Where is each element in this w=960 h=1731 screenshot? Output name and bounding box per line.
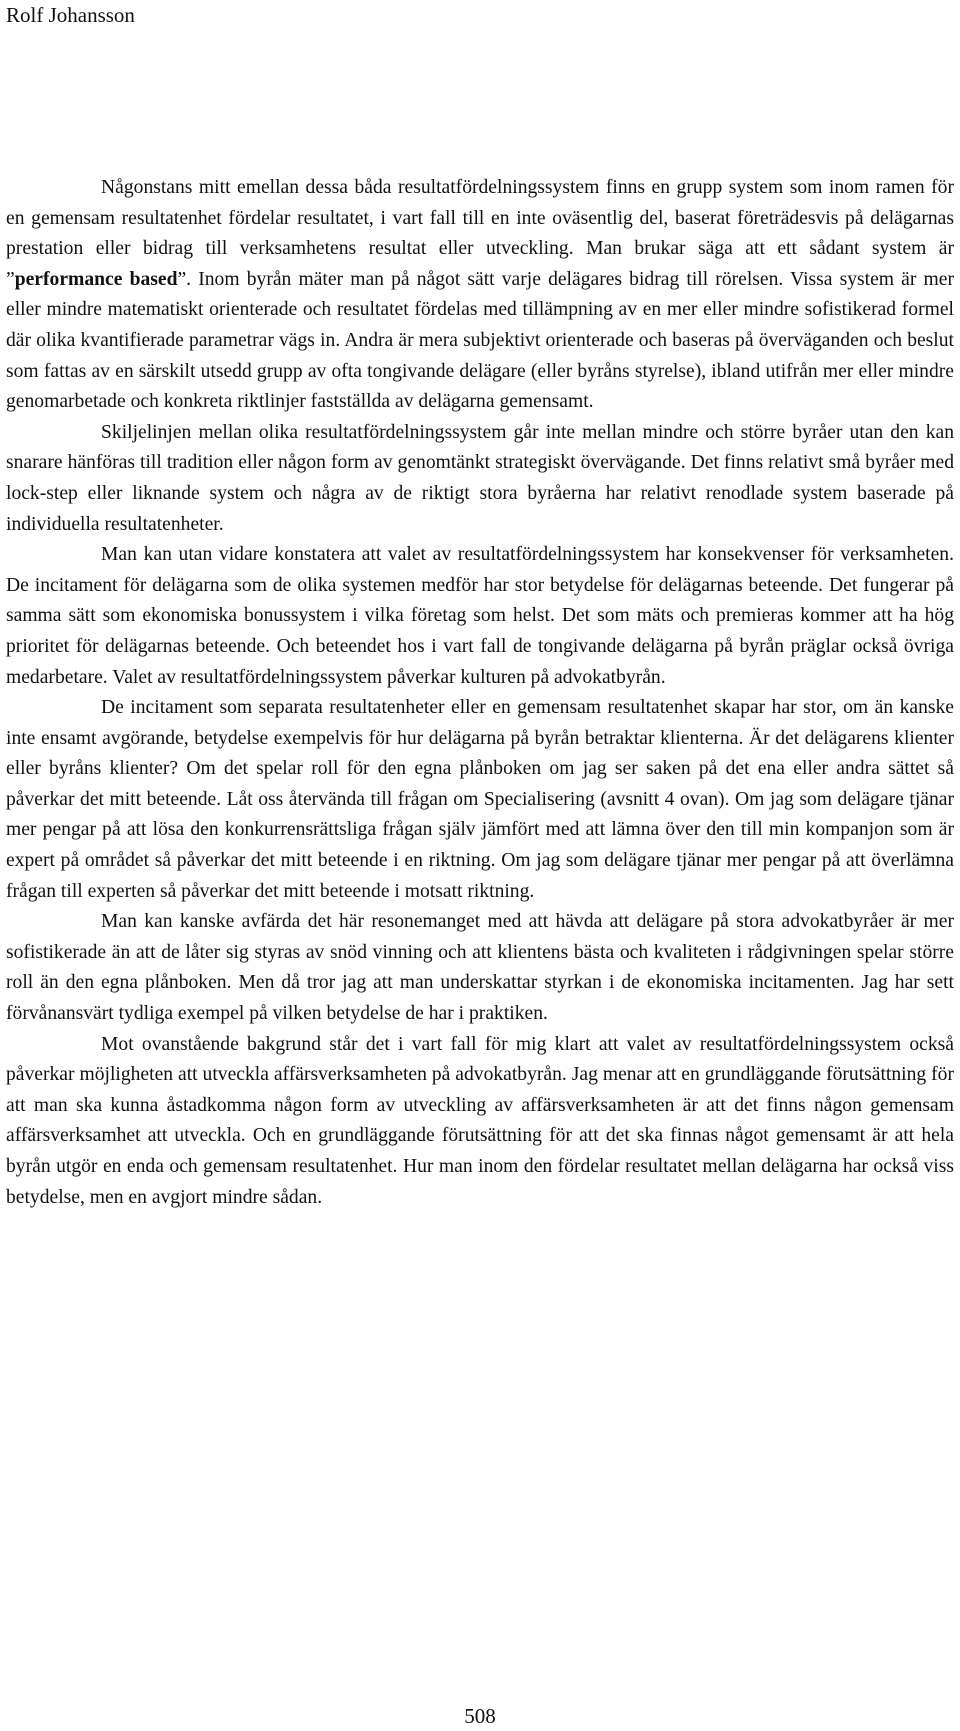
paragraph-3: Man kan utan vidare konstatera att valet av resultatfördelningssystem har konsekvenser för verksamheten. De incitament för delägarna som de olika systemen medför har stor betydelse för delägarnas beteende. Det fungerar på samma sätt som ekonomiska bonussystem i vilka företag som helst. Det som mäts och premieras kommer att ha hög prioritet för delägarnas beteende. Och beteendet hos i vart fall de tongivande delägarna på byrån präglar också övriga medarbetare. Valet av resultatfördelningssystem påverkar kulturen på advokatbyrån. [6, 544, 954, 688]
paragraph-1 [6, 173, 954, 418]
document-body [6, 173, 954, 1213]
page-number: 508 [464, 1704, 496, 1728]
paragraph-2: Skiljelinjen mellan olika resultatfördelningssystem går inte mellan mindre och större byråer utan den kan snarare hänföras till tradition eller någon form av genomtänkt strategiskt övervägande. Det finns relativt små byråer med lock-step eller liknande system och några av de riktigt stora byråerna har relativt renodlade system baserade på individuella resultatenheter. [6, 421, 954, 535]
paragraph-5: Man kan kanske avfärda det här resonemanget med att hävda att delägare på stora advokatbyråer är mer sofistikerade än att de låter sig styras av snöd vinning och att klientens bästa och kvaliteten i rådgivningen spelar större roll än den egna plånboken. Men då tror jag att man underskattar styrkan i de ekonomiska incitamenten. Jag har sett förvånansvärt tydliga exempel på vilken betydelse de har i praktiken. [6, 911, 954, 1025]
paragraph-1-text-start: Någonstans mitt emellan dessa båda resultatfördelningssystem finns en grupp system som inom ramen för en gemensam resultatenhet fördelar resultatet, i vart fall till en inte oväsentlig del, baserat företrädesvis på delägarnas prestation eller bidrag till verksamhetens resultat eller utveckling. Man brukar säga att ett sådant system är ” [6, 177, 954, 290]
paragraph-1-text-end: ”. Inom byrån mäter man på något sätt varje delägares bidrag till rörelsen. Vissa system är mer eller mindre matematiskt orienterade och resultatet fördelas med tillämpning av en mer eller mindre sofistikerad formel där olika kvantifierade parametrar vägs in. Andra är mera subjektivt orienterade och baseras på överväganden och beslut som fattas av en särskilt utsedd grupp av ofta tongivande delägare (eller byråns styrelse), ibland utifrån mer eller mindre genomarbetade och konkreta riktlinjer fastställda av delägarna gemensamt. [6, 268, 954, 413]
emphasis-performance-based: performance based [14, 268, 178, 290]
paragraph-4: De incitament som separata resultatenheter eller en gemensam resultatenhet skapar har stor, om än kanske inte ensamt avgörande, betydelse exempelvis för hur delägarna på byrån betraktar klienterna. Är det delägarens klienter eller byråns klienter? Om det spelar roll för den egna plånboken om jag ser saken på det ena eller andra sättet så påverkar det mitt beteende. Låt oss återvända till frågan om Specialisering (avsnitt 4 ovan). Om jag som delägare tjänar mer pengar på att lösa den konkurrensrättsliga frågan själv jämfört med att lämna över den till min kompanjon som är expert på området så påverkar det mitt beteende i en riktning. Om jag som delägare tjänar mer pengar på att överlämna frågan till experten så påverkar det mitt beteende i motsatt riktning. [6, 697, 954, 902]
running-head-author: Rolf Johansson [6, 3, 135, 27]
paragraph-6: Mot ovanstående bakgrund står det i vart fall för mig klart att valet av resultatfördelningssystem också påverkar möjligheten att utveckla affärsverksamheten på advokatbyrån. Jag menar att en grundläggande förutsättning för att man ska kunna åstadkomma någon form av utveckling av affärsverksamheten är att det finns någon gemensam affärsverksamhet att utveckla. Och en grundläggande förutsättning för att det ska finnas något gemensamt är att hela byrån utgör en enda och gemensam resultatenhet. Hur man inom den fördelar resultatet mellan delägarna har också viss betydelse, men en avgjort mindre sådan. [6, 1033, 954, 1208]
